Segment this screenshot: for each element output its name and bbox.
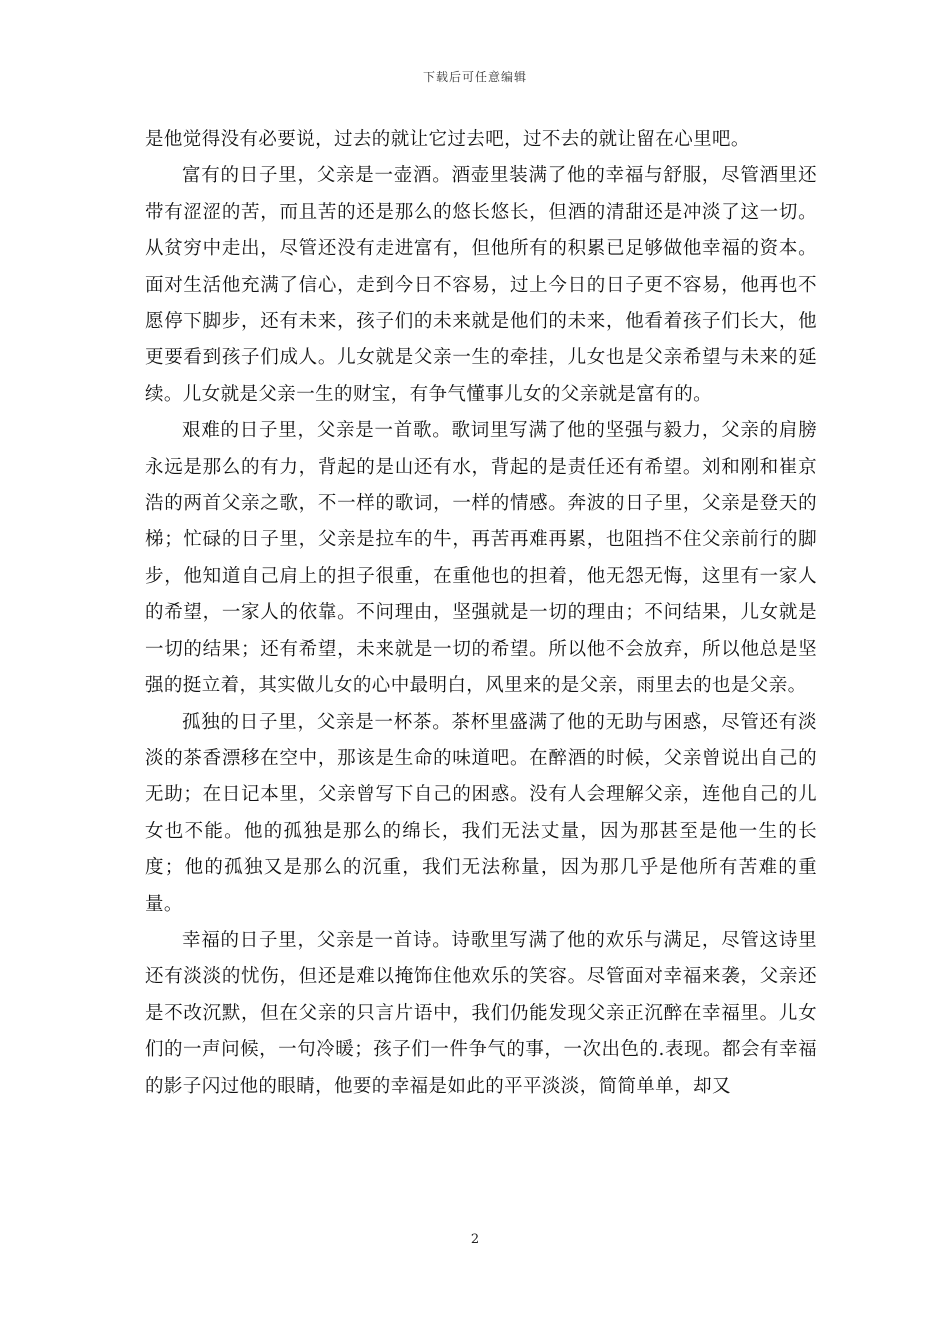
- paragraph-lonely-days: 孤独的日子里，父亲是一杯茶。茶杯里盛满了他的无助与困惑，尽管还有淡淡的茶香漂移在空中，那该是生命的味道吧。在醉酒的时候，父亲曾说出自己的无助；在日记本里，父亲曾写下自己的困惑。没有人会理解父亲，连他自己的儿女也不能。他的孤独是那么的绵长，我们无法丈量，因为那甚至是他一生的长度；他的孤独又是那么的沉重，我们无法称量，因为那几乎是他所有苦难的重量。: [145, 711, 817, 915]
- paragraph-happy-days: 幸福的日子里，父亲是一首诗。诗歌里写满了他的欢乐与满足，尽管这诗里还有淡淡的忧伤，但还是难以掩饰住他欢乐的笑容。尽管面对幸福来袭，父亲还是不改沉默，但在父亲的只言片语中，我们仍能发现父亲正沉醉在幸福里。儿女们的一声问候，一句冷暖；孩子们一件争气的事，一次出色的.表现。都会有幸福的影子闪过他的眼睛，他要的幸福是如此的平平淡淡，简简单单，却又: [145, 929, 817, 1097]
- paragraph-hard-days: 艰难的日子里，父亲是一首歌。歌词里写满了他的坚强与毅力，父亲的肩膀永远是那么的有力，背起的是山还有水，背起的是责任还有希望。刘和刚和崔京浩的两首父亲之歌，不一样的歌词，一样的情感。奔波的日子里，父亲是登天的梯；忙碌的日子里，父亲是拉车的牛，再苦再难再累，也阻挡不住父亲前行的脚步，他知道自己肩上的担子很重，在重他也的担着，他无怨无悔，这里有一家人的希望，一家人的依靠。不问理由，坚强就是一切的理由；不问结果，儿女就是一切的结果；还有希望，未来就是一切的希望。所以他不会放弃，所以他总是坚强的挺立着，其实做儿女的心中最明白，风里来的是父亲，雨里去的也是父亲。: [145, 420, 817, 697]
- paragraph-continuation: 是他觉得没有必要说，过去的就让它过去吧，过不去的就让留在心里吧。: [145, 129, 750, 150]
- page-header: 下载后可任意编辑: [422, 70, 527, 84]
- page-number: 2: [470, 1232, 480, 1247]
- document-body: [145, 122, 817, 1105]
- paragraph-wealthy-days: 富有的日子里，父亲是一壶酒。酒壶里装满了他的幸福与舒服，尽管酒里还带有涩涩的苦，而且苦的还是那么的悠长悠长，但酒的清甜还是冲淡了这一切。从贫穷中走出，尽管还没有走进富有，但他所有的积累已足够做他幸福的资本。面对生活他充满了信心，走到今日不容易，过上今日的日子更不容易，他再也不愿停下脚步，还有未来，孩子们的未来就是他们的未来，他看着孩子们长大，他更要看到孩子们成人。儿女就是父亲一生的牵挂，儿女也是父亲希望与未来的延续。儿女就是父亲一生的财宝，有争气懂事儿女的父亲就是富有的。: [145, 165, 817, 405]
